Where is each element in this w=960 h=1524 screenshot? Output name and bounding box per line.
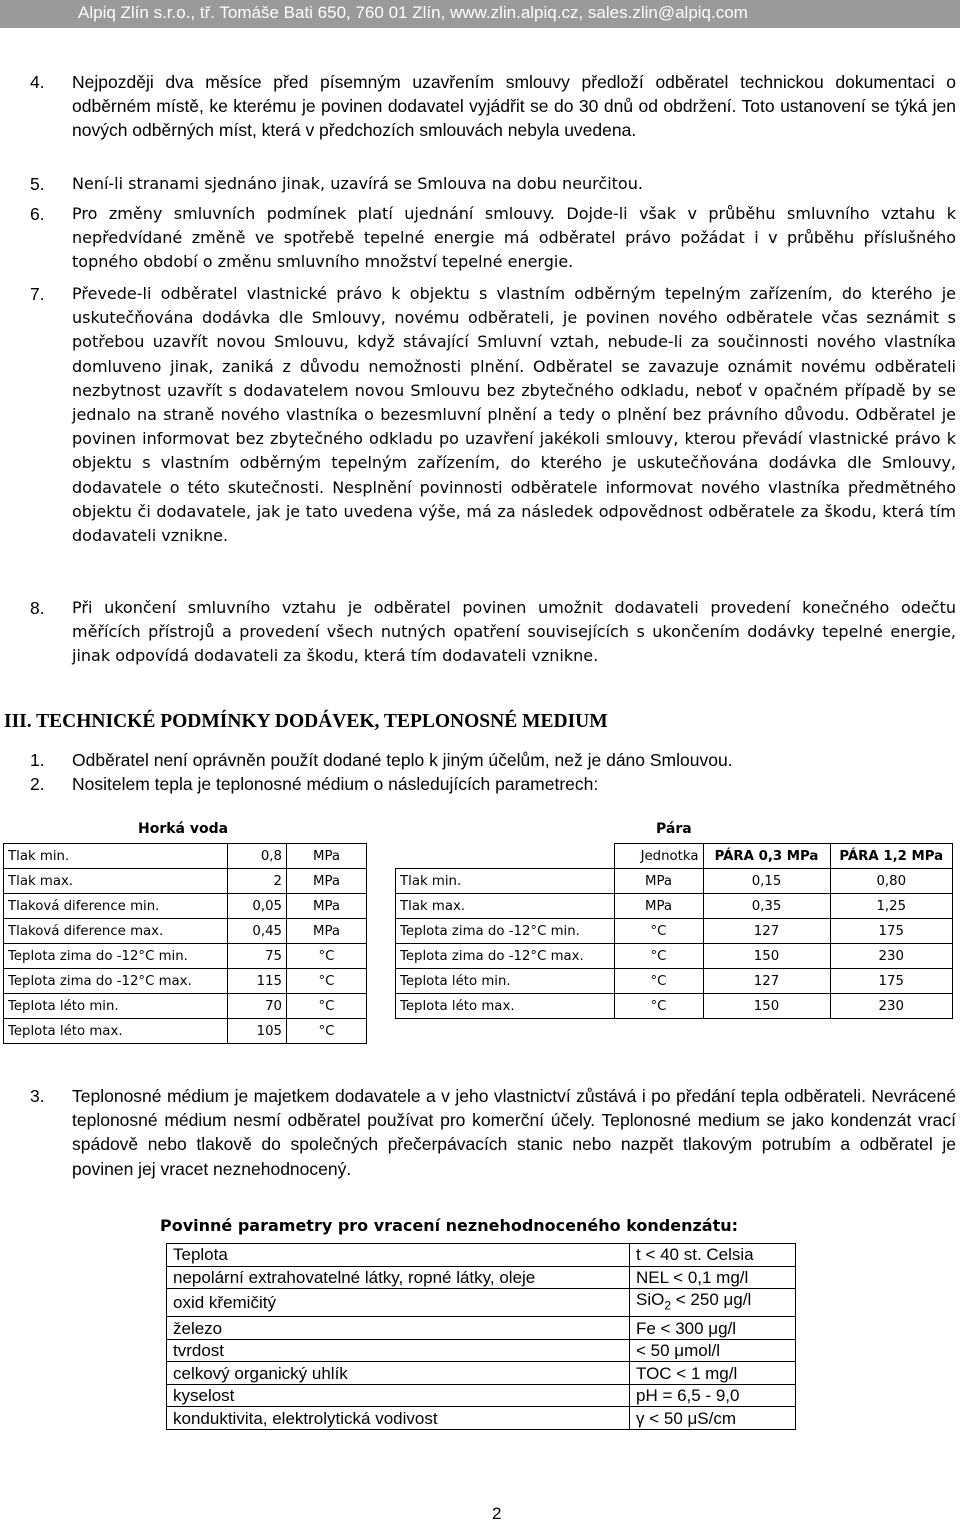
- table-row: [167, 1317, 796, 1340]
- table-row: [396, 894, 953, 919]
- item-number: 7.: [30, 284, 45, 304]
- parameter-cell: nepolární extrahovatelné látky, ropné látky, oleje: [167, 1266, 630, 1289]
- table-row: [4, 1019, 367, 1044]
- unit-cell: °C: [614, 944, 703, 969]
- parameter-cell: Teplota zima do -12°C max.: [396, 944, 615, 969]
- section3-item-2-text: Nositelem tepla je teplonosné médium o následujících parametrech:: [72, 774, 599, 794]
- value-cell: 105: [228, 1019, 287, 1044]
- parameter-cell: Tlaková diference min.: [4, 894, 228, 919]
- limit-cell: NEL < 0,1 mg/l: [630, 1266, 796, 1289]
- value-cell: 1,25: [830, 894, 953, 919]
- item-number: 8.: [30, 598, 45, 618]
- unit-cell: °C: [287, 944, 367, 969]
- limit-cell: < 50 μmol/l: [630, 1339, 796, 1362]
- table-row: [4, 969, 367, 994]
- value-cell: 175: [830, 969, 953, 994]
- unit-cell: °C: [287, 1019, 367, 1044]
- table-row: [4, 894, 367, 919]
- unit-cell: MPa: [287, 869, 367, 894]
- value-cell: 230: [830, 994, 953, 1019]
- item-4-text: Nejpozději dva měsíce před písemným uzavřením smlouvy předloží odběratel technickou dokumentaci o odběrném místě, ke kterému je povinen dodavatel vyjádřit se do 30 dnů od obdržení. Toto ustanovení se týká jen nových odběrných míst, která v předchozích smlouvách nebyla uvedena.: [72, 72, 956, 141]
- parameter-cell: Teplota zima do -12°C min.: [396, 919, 615, 944]
- unit-cell: °C: [287, 969, 367, 994]
- table-row: [167, 1289, 796, 1317]
- value-cell: 0,35: [703, 894, 830, 919]
- parameter-cell: Tlaková diference max.: [4, 919, 228, 944]
- table-row: [396, 969, 953, 994]
- table-row: [4, 869, 367, 894]
- unit-cell: MPa: [614, 869, 703, 894]
- item-number: 1.: [30, 750, 45, 770]
- header-contact-text: Alpiq Zlín s.r.o., tř. Tomáše Bati 650, 760 01 Zlín, www.zlin.alpiq.cz, sales.zlin@alpiq.com: [78, 3, 748, 22]
- unit-cell: MPa: [287, 919, 367, 944]
- unit-cell: MPa: [287, 844, 367, 869]
- table-row: [4, 994, 367, 1019]
- parameter-cell: konduktivita, elektrolytická vodivost: [167, 1407, 630, 1430]
- table-row: [167, 1266, 796, 1289]
- item-number: 3.: [30, 1086, 45, 1106]
- header-cell: [396, 844, 615, 869]
- section-heading: III. TECHNICKÉ PODMÍNKY DODÁVEK, TEPLONOSNÉ MEDIUM: [4, 711, 608, 732]
- limit-cell: pH = 6,5 - 9,0: [630, 1384, 796, 1407]
- parameter-cell: tvrdost: [167, 1339, 630, 1362]
- condensate-table: [166, 1243, 796, 1430]
- value-cell: 175: [830, 919, 953, 944]
- parameter-cell: Teplota léto min.: [396, 969, 615, 994]
- parameter-cell: Tlak min.: [396, 869, 615, 894]
- value-cell: 0,15: [703, 869, 830, 894]
- parameter-cell: Teplota léto max.: [396, 994, 615, 1019]
- item-8-text: Při ukončení smluvního vztahu je odběratel povinen umožnit dodavateli provedení konečného odečtu měřících přístrojů a provedení všech nutných opatření souvisejících s ukončením dodávky tepelné energie, jinak odpovídá dodavateli za škodu, která tím dodavateli vznikne.: [72, 598, 956, 666]
- table-row: [167, 1244, 796, 1267]
- header-cell: PÁRA 1,2 MPa: [830, 844, 953, 869]
- unit-cell: °C: [287, 994, 367, 1019]
- unit-cell: °C: [614, 994, 703, 1019]
- value-cell: 0,05: [228, 894, 287, 919]
- table-row: [396, 994, 953, 1019]
- limit-cell: TOC < 1 mg/l: [630, 1362, 796, 1385]
- parameter-cell: Teplota léto min.: [4, 994, 228, 1019]
- unit-cell: MPa: [614, 894, 703, 919]
- hot-water-table: [3, 843, 367, 1044]
- item-5-text: Není-li stranami sjednáno jinak, uzavírá se Smlouva na dobu neurčitou.: [72, 174, 643, 193]
- parameter-cell: Tlak min.: [4, 844, 228, 869]
- value-cell: 127: [703, 919, 830, 944]
- limit-cell: Fe < 300 μg/l: [630, 1317, 796, 1340]
- unit-cell: °C: [614, 969, 703, 994]
- value-cell: 150: [703, 944, 830, 969]
- value-cell: 0,45: [228, 919, 287, 944]
- unit-cell: °C: [614, 919, 703, 944]
- steam-caption: Pára: [656, 821, 692, 837]
- table-row: [4, 944, 367, 969]
- parameter-cell: celkový organický uhlík: [167, 1362, 630, 1385]
- table-row: [167, 1362, 796, 1385]
- parameter-cell: železo: [167, 1317, 630, 1340]
- table-row: [4, 919, 367, 944]
- condensate-caption: Povinné parametry pro vracení neznehodnoceného kondenzátu:: [160, 1216, 739, 1235]
- parameter-cell: Tlak max.: [4, 869, 228, 894]
- value-cell: 0,8: [228, 844, 287, 869]
- parameter-cell: Teplota: [167, 1244, 630, 1267]
- header-cell: PÁRA 0,3 MPa: [703, 844, 830, 869]
- hot-water-caption: Horká voda: [138, 821, 229, 837]
- limit-cell: SiO$_2$ < 250 μg/l: [630, 1289, 796, 1317]
- header-cell: Jednotka: [614, 844, 703, 869]
- value-cell: 127: [703, 969, 830, 994]
- item-7-text: Převede-li odběratel vlastnické právo k objektu s vlastním odběrným tepelným zařízením, do kterého je uskutečňována dodávka dle Smlouvy, novému odběrateli, je povinen nového odběratele včas seznámit s potřebou uzavřít novou Smlouvu, když stávající Smluvní vztah, nebude-li za součinnosti nového vlastníka domluveno jinak, zaniká z důvodu nemožnosti plnění. Odběratel se zavazuje oznámit novému odběrateli nezbytnost uzavřít s dodavatelem novou Smlouvu bez zbytečného odkladu, neboť v opačném případě by se jednalo na straně nového vlastníka o bezesmluvní plnění a tedy o plnění bez právního důvodu. Odběratel je povinen informovat bez zbytečného odkladu po uzavření jakékoli smlouvy, kterou převádí vlastnické právo k objektu s vlastním odběrným tepelným zařízením, do kterého je uskutečňována dodávka dle Smlouvy, dodavatele o této skutečnosti. Nesplnění povinnosti odběratele informovat nového vlastníka předmětného objektu či dodavatele, jak je tato uvedena výše, má za následek odpovědnost odběratele za škodu, která tím dodavateli vznikne.: [72, 284, 956, 546]
- value-cell: 150: [703, 994, 830, 1019]
- parameter-cell: kyselost: [167, 1384, 630, 1407]
- value-cell: 70: [228, 994, 287, 1019]
- item-number: 4.: [30, 72, 45, 92]
- value-cell: 115: [228, 969, 287, 994]
- parameter-cell: Teplota zima do -12°C min.: [4, 944, 228, 969]
- table-row: [167, 1384, 796, 1407]
- item-number: 2.: [30, 774, 45, 794]
- value-cell: 2: [228, 869, 287, 894]
- table-row: [167, 1339, 796, 1362]
- subscript: 2: [664, 1298, 672, 1313]
- table-row: [167, 1407, 796, 1430]
- section3-item-1-text: Odběratel není oprávněn použít dodané teplo k jiným účelům, než je dáno Smlouvou.: [72, 750, 733, 770]
- parameter-cell: Tlak max.: [396, 894, 615, 919]
- page-number: 2: [492, 1504, 502, 1523]
- table-header-row: [396, 844, 953, 869]
- unit-cell: MPa: [287, 894, 367, 919]
- steam-table: [395, 843, 953, 1019]
- header-bar: [0, 0, 960, 28]
- item-number: 5.: [30, 174, 45, 194]
- item-6-text: Pro změny smluvních podmínek platí ujednání smlouvy. Dojde-li však v průběhu smluvního vztahu k nepředvídané změně ve spotřebě tepelné energie má odběratel právo požádat i v průběhu příslušného topného období o změnu smluvního množství tepelné energie.: [72, 204, 956, 272]
- value-cell: 75: [228, 944, 287, 969]
- table-row: [396, 919, 953, 944]
- table-row: [396, 869, 953, 894]
- limit-cell: t < 40 st. Celsia: [630, 1244, 796, 1267]
- section3-item-3-text: Teplonosné médium je majetkem dodavatele a v jeho vlastnictví zůstává i po předání tepla odběrateli. Nevrácené teplonosné médium nesmí odběratel používat pro komerční účely. Teplonosné medium se jako kondenzát vrací spádově nebo tlakově do společných přečerpávacích stanic nebo nazpět tlakovým potrubím a odběratel je povinen jej vracet neznehodnocený.: [72, 1086, 956, 1179]
- limit-cell: γ < 50 μS/cm: [630, 1407, 796, 1430]
- value-cell: 0,80: [830, 869, 953, 894]
- value-cell: 230: [830, 944, 953, 969]
- table-row: [396, 944, 953, 969]
- parameter-cell: oxid křemičitý: [167, 1289, 630, 1317]
- parameter-cell: Teplota zima do -12°C max.: [4, 969, 228, 994]
- parameter-cell: Teplota léto max.: [4, 1019, 228, 1044]
- item-number: 6.: [30, 204, 45, 224]
- table-row: [4, 844, 367, 869]
